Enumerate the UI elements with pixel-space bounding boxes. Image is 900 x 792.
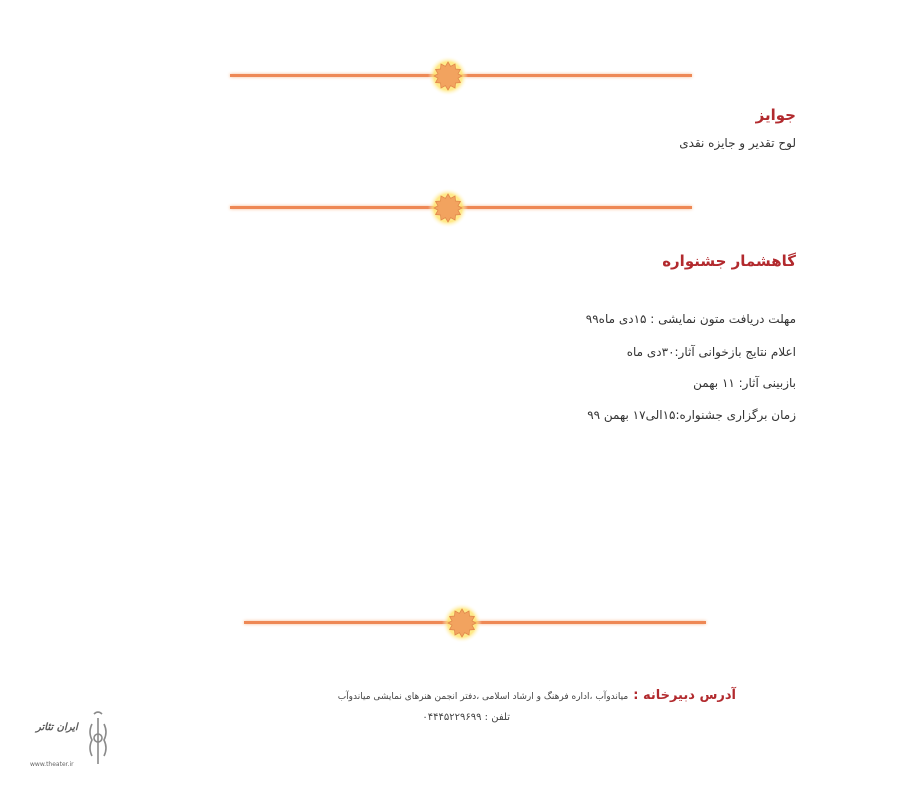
schedule-item: اعلام نتایج بازخوانی آثار:۳۰دی ماه [626,345,796,359]
schedule-item: بازبینی آثار: ۱۱ بهمن [693,376,796,390]
divider-top [230,56,692,96]
sun-ornament-icon [428,56,468,96]
sun-ornament-icon [428,188,468,228]
divider-bottom [244,603,706,643]
prizes-heading: جوایز [755,106,796,124]
watermark-url: www.theater.ir [30,761,74,768]
schedule-item: زمان برگزاری جشنواره:۱۵الی۱۷ بهمن ۹۹ [587,408,796,422]
secretariat-label: آدرس دبیرخانه : [633,688,736,703]
schedule-item: مهلت دریافت متون نمایشی : ۱۵دی ماه۹۹ [585,312,796,326]
secretariat-address-row [136,684,736,703]
secretariat-address: میاندوآب ،اداره فرهنگ و ارشاد اسلامی ،دفتر انجمن هنرهای نمایشی میاندوآب [337,692,629,702]
schedule-heading: گاهشمار جشنواره [662,252,796,270]
divider-middle [230,188,692,228]
prizes-text: لوح تقدیر و جایزه نقدی [679,136,796,150]
secretariat-phone: تلفن : ۰۴۴۴۵۲۲۹۶۹۹ [422,712,510,723]
watermark-title: ایران تئاتر [36,722,78,733]
sun-ornament-icon [442,603,482,643]
